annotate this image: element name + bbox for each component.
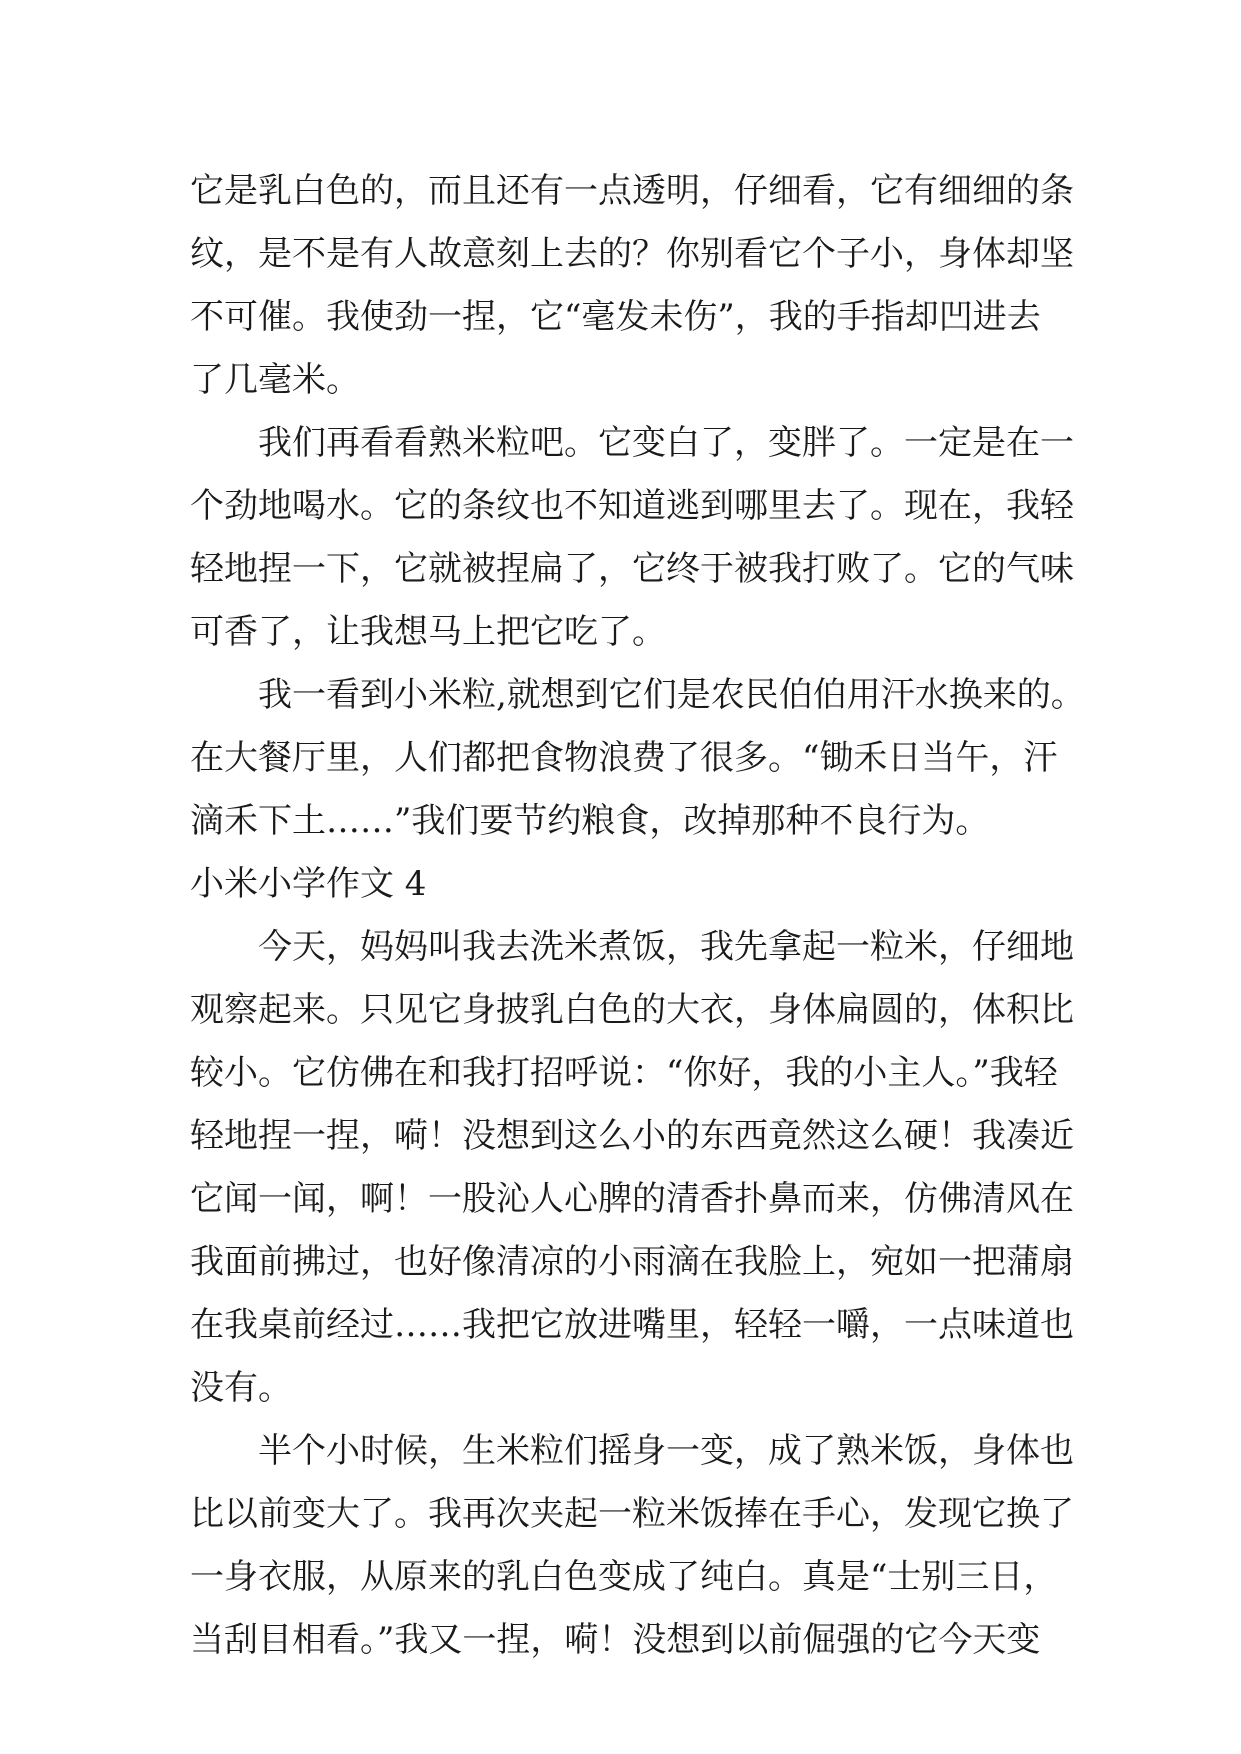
text-line: 纹，是不是有人故意刻上去的？你别看它个子小，身体却坚 <box>190 234 1074 274</box>
text-line: 个劲地喝水。它的条纹也不知道逃到哪里去了。现在，我轻 <box>190 486 1074 526</box>
paragraph-4 <box>190 916 1074 1420</box>
text-line: 我一看到小米粒,就想到它们是农民伯伯用汗水换来的。 <box>258 675 1085 715</box>
text-line: 可香了，让我想马上把它吃了。 <box>190 612 666 652</box>
text-line: 轻地捏一下，它就被捏扁了，它终于被我打败了。它的气味 <box>190 549 1074 589</box>
text-line: 在大餐厅里，人们都把食物浪费了很多。“锄禾日当午，汗 <box>190 738 1058 778</box>
document-body <box>190 160 1085 1672</box>
paragraph-1 <box>190 160 1074 412</box>
text-line: 一身衣服，从原来的乳白色变成了纯白。真是“士别三日， <box>190 1557 1058 1597</box>
paragraph-2 <box>190 412 1074 664</box>
paragraph-5 <box>190 1420 1074 1672</box>
text-line: 轻地捏一捏，嗬！没想到这么小的东西竟然这么硬！我凑近 <box>190 1116 1074 1156</box>
text-line: 不可催。我使劲一捏，它“毫发未伤”，我的手指却凹进去 <box>190 297 1041 337</box>
text-line: 在我桌前经过……我把它放进嘴里，轻轻一嚼，一点味道也 <box>190 1305 1074 1345</box>
text-line: 没有。 <box>190 1368 292 1408</box>
text-line: 观察起来。只见它身披乳白色的大衣，身体扁圆的，体积比 <box>190 990 1074 1030</box>
text-line: 较小。它仿佛在和我打招呼说：“你好，我的小主人。”我轻 <box>190 1053 1058 1093</box>
text-line: 它是乳白色的，而且还有一点透明，仔细看，它有细细的条 <box>190 171 1074 211</box>
text-line: 比以前变大了。我再次夹起一粒米饭捧在手心，发现它换了 <box>190 1494 1074 1534</box>
text-line: 了几毫米。 <box>190 360 360 400</box>
text-line: 当刮目相看。”我又一捏，嗬！没想到以前倔强的它今天变 <box>190 1620 1041 1660</box>
text-line: 我面前拂过，也好像清凉的小雨滴在我脸上，宛如一把蒲扇 <box>190 1242 1074 1282</box>
text-line: 滴禾下土……”我们要节约粮食，改掉那种不良行为。 <box>190 801 990 841</box>
text-line: 今天，妈妈叫我去洗米煮饭，我先拿起一粒米，仔细地 <box>258 927 1074 967</box>
section-heading: 小米小学作文 4 <box>190 864 427 904</box>
text-line: 它闻一闻，啊！一股沁人心脾的清香扑鼻而来，仿佛清风在 <box>190 1179 1074 1219</box>
text-line: 半个小时候，生米粒们摇身一变，成了熟米饭，身体也 <box>258 1431 1074 1471</box>
paragraph-3 <box>190 664 1085 853</box>
text-line: 我们再看看熟米粒吧。它变白了，变胖了。一定是在一 <box>258 423 1074 463</box>
